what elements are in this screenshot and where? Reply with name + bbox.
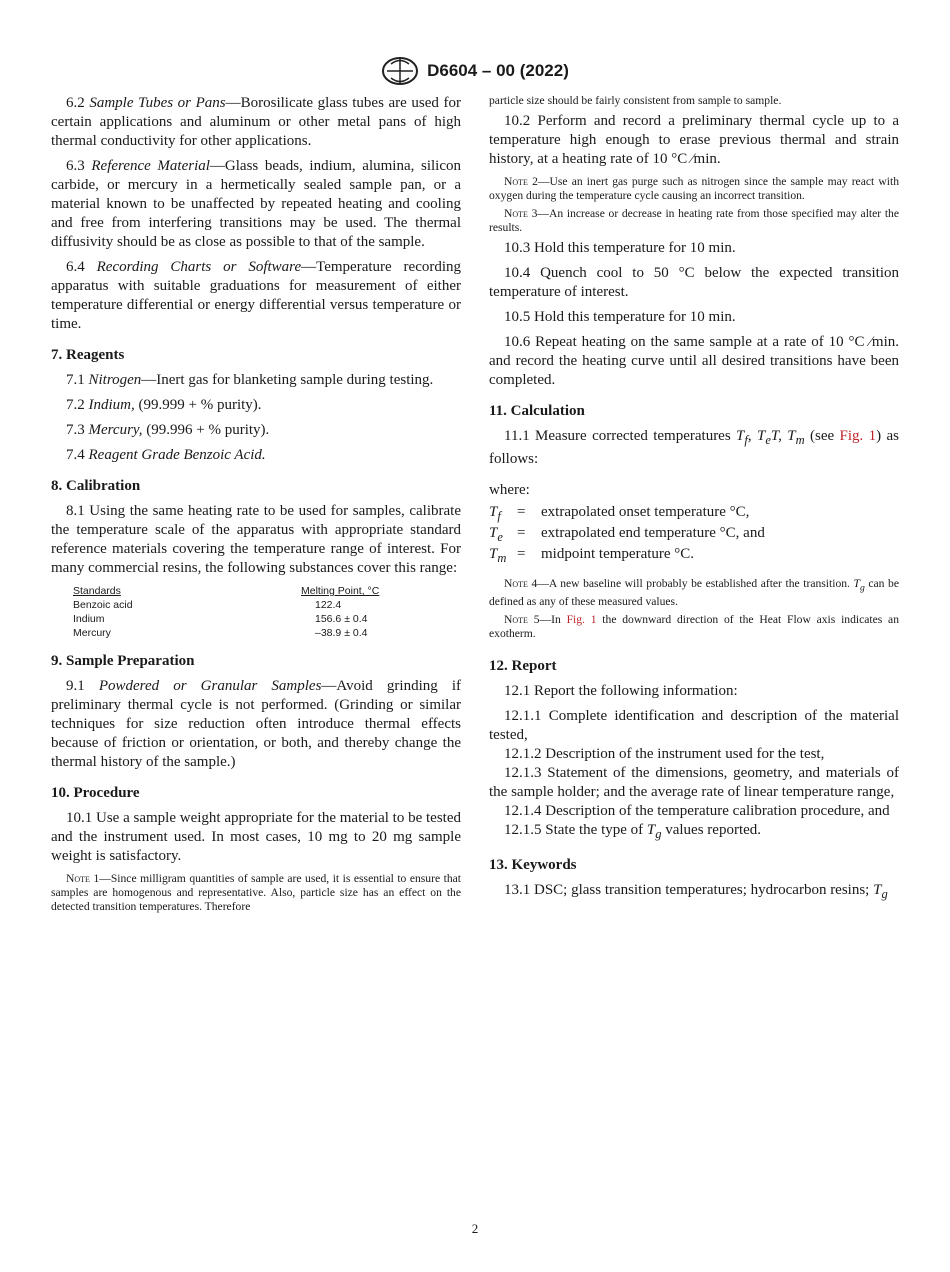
where-label: where:: [489, 482, 530, 498]
fig-1-link[interactable]: Fig. 1: [566, 613, 597, 627]
section-12-1-1: 12.1.1 Complete identification and description of the material tested,: [489, 708, 899, 744]
section-11-1: 11.1 Measure corrected temperatures $T_f$, $T_eT$, $T_m$ (see Fig. 1) as follows:: [489, 428, 899, 467]
astm-logo-icon: [381, 56, 419, 86]
table-cell: –38.9 ± 0.4: [315, 627, 368, 639]
page-header: [0, 56, 950, 86]
note-2: Note 2—Use an inert gas purge such as nitrogen since the sample may react with oxygen during the temperature cycle causing an incorrect transition.: [489, 175, 899, 202]
table-row: [73, 598, 379, 612]
heading-procedure: 10. Procedure: [51, 785, 140, 801]
page-number: 2: [471, 1221, 479, 1236]
table-cell: Indium: [73, 613, 105, 625]
note-1: Note 1—Since milligram quantities of sample are used, it is essential to ensure that samples are homogenous and representative. Also, particle size has an effect on the detected transition temperatures. Therefore: [51, 872, 461, 913]
note-1-continued: particle size should be fairly consistent from sample to sample.: [489, 94, 782, 107]
section-7-3: 7.3 Mercury, (99.996 + % purity).: [66, 422, 270, 438]
section-12-1-4: 12.1.4 Description of the temperature calibration procedure, and: [504, 803, 890, 820]
section-7-1: 7.1 Nitrogen—Inert gas for blanketing sample during testing.: [66, 372, 434, 388]
table-header: Melting Point, °C: [301, 585, 380, 597]
table-cell: 122.4: [315, 599, 342, 611]
section-10-1: 10.1 Use a sample weight appropriate for the material to be tested and the instrument used. In most cases, 10 mg to 20 mg sample weight is satisfactory.: [51, 810, 461, 864]
section-13-1: 13.1 DSC; glass transition temperatures; hydrocarbon resins; $T_g$: [504, 882, 888, 902]
section-10-2: 10.2 Perform and record a preliminary thermal cycle up to a temperature high enough to erase previous thermal and strain history, at a heating rate of 10 °C ⁄min.: [489, 113, 899, 167]
section-6-4: 6.4 Recording Charts or Software—Temperature recording apparatus with suitable graduations for measurement of either temperature differential or energy differential versus temperature or time.: [51, 259, 462, 332]
table-header: Standards: [73, 585, 121, 597]
section-10-5: 10.5 Hold this temperature for 10 min.: [504, 309, 736, 325]
section-6-3: 6.3 Reference Material—Glass beads, indium, alumina, silicon carbide, or mercury in a hermetically sealed sample pan, or a material known to be unaffected by repeated heating and cooling and free from interfering transitions may be used. The thermal diffusivity should be as close as possible to that of the sample.: [51, 158, 461, 250]
calibration-table: [73, 584, 379, 640]
heading-report: 12. Report: [489, 658, 557, 675]
note-5: Note 5—In Fig. 1 the downward direction of the Heat Flow axis indicates an exotherm.: [489, 613, 900, 641]
section-10-3: 10.3 Hold this temperature for 10 min.: [504, 240, 736, 256]
section-12-1-3: 12.1.3 Statement of the dimensions, geometry, and materials of the sample holder; and the average rate of linear temperature range,: [489, 765, 899, 801]
section-12-1-5: 12.1.5 State the type of $T_g$ values reported.: [504, 822, 762, 842]
table-row: [73, 612, 379, 626]
table-cell: Mercury: [73, 627, 111, 639]
table-row: [73, 626, 379, 640]
section-7-2: 7.2 Indium, (99.999 + % purity).: [66, 397, 262, 413]
section-8-1: 8.1 Using the same heating rate to be used for samples, calibrate the temperature scale of the apparatus with appropriate standard reference materials covering the temperature range of interest. For many commercial resins, the following substances cover this range:: [51, 503, 461, 576]
document-id: D6604 – 00 (2022): [427, 61, 569, 80]
heading-sample-preparation: 9. Sample Preparation: [51, 653, 195, 669]
heading-calculation: 11. Calculation: [489, 403, 585, 419]
left-column: [51, 94, 461, 918]
definitions-list: [489, 504, 899, 567]
heading-reagents: 7. Reagents: [51, 347, 125, 363]
table-cell: Benzoic acid: [73, 599, 133, 611]
section-7-4: 7.4 Reagent Grade Benzoic Acid.: [66, 447, 266, 463]
section-12-1: 12.1 Report the following information:: [504, 683, 738, 700]
section-6-2: 6.2 Sample Tubes or Pans—Borosilicate glass tubes are used for certain applications and aluminum or other metal pans of high thermal conductivity for other applications.: [51, 95, 461, 149]
heading-keywords: 13. Keywords: [489, 857, 577, 874]
section-10-4: 10.4 Quench cool to 50 °C below the expected transition temperature of interest.: [489, 265, 899, 300]
table-cell: 156.6 ± 0.4: [315, 613, 368, 625]
definition-item: $T_f$ = extrapolated onset temperature °C,: [489, 504, 750, 523]
definition-item: $T_e$ = extrapolated end temperature °C, and: [489, 525, 765, 544]
definition-item: $T_m$ = midpoint temperature °C.: [489, 546, 695, 565]
section-9-1: 9.1 Powdered or Granular Samples—Avoid grinding if preliminary thermal cycle is not performed. (Grinding or similar techniques for size reduction often introduce thermal effects because of friction or orientation, or both, and thereby change the thermal history of the sample.): [51, 678, 461, 770]
note-3: Note 3—An increase or decrease in heating rate from those specified may alter the results.: [489, 207, 899, 234]
fig-1-link[interactable]: Fig. 1: [839, 428, 877, 444]
right-column: [489, 94, 899, 910]
section-10-6: 10.6 Repeat heating on the same sample at a rate of 10 °C ⁄min. and record the heating curve until all desired transitions have been completed.: [489, 334, 899, 388]
section-12-1-2: 12.1.2 Description of the instrument used for the test,: [504, 746, 825, 763]
note-4: Note 4—A new baseline will probably be established after the transition. $T_g$ can be defined as any of these measured values.: [489, 577, 899, 609]
heading-calibration: 8. Calibration: [51, 478, 141, 494]
